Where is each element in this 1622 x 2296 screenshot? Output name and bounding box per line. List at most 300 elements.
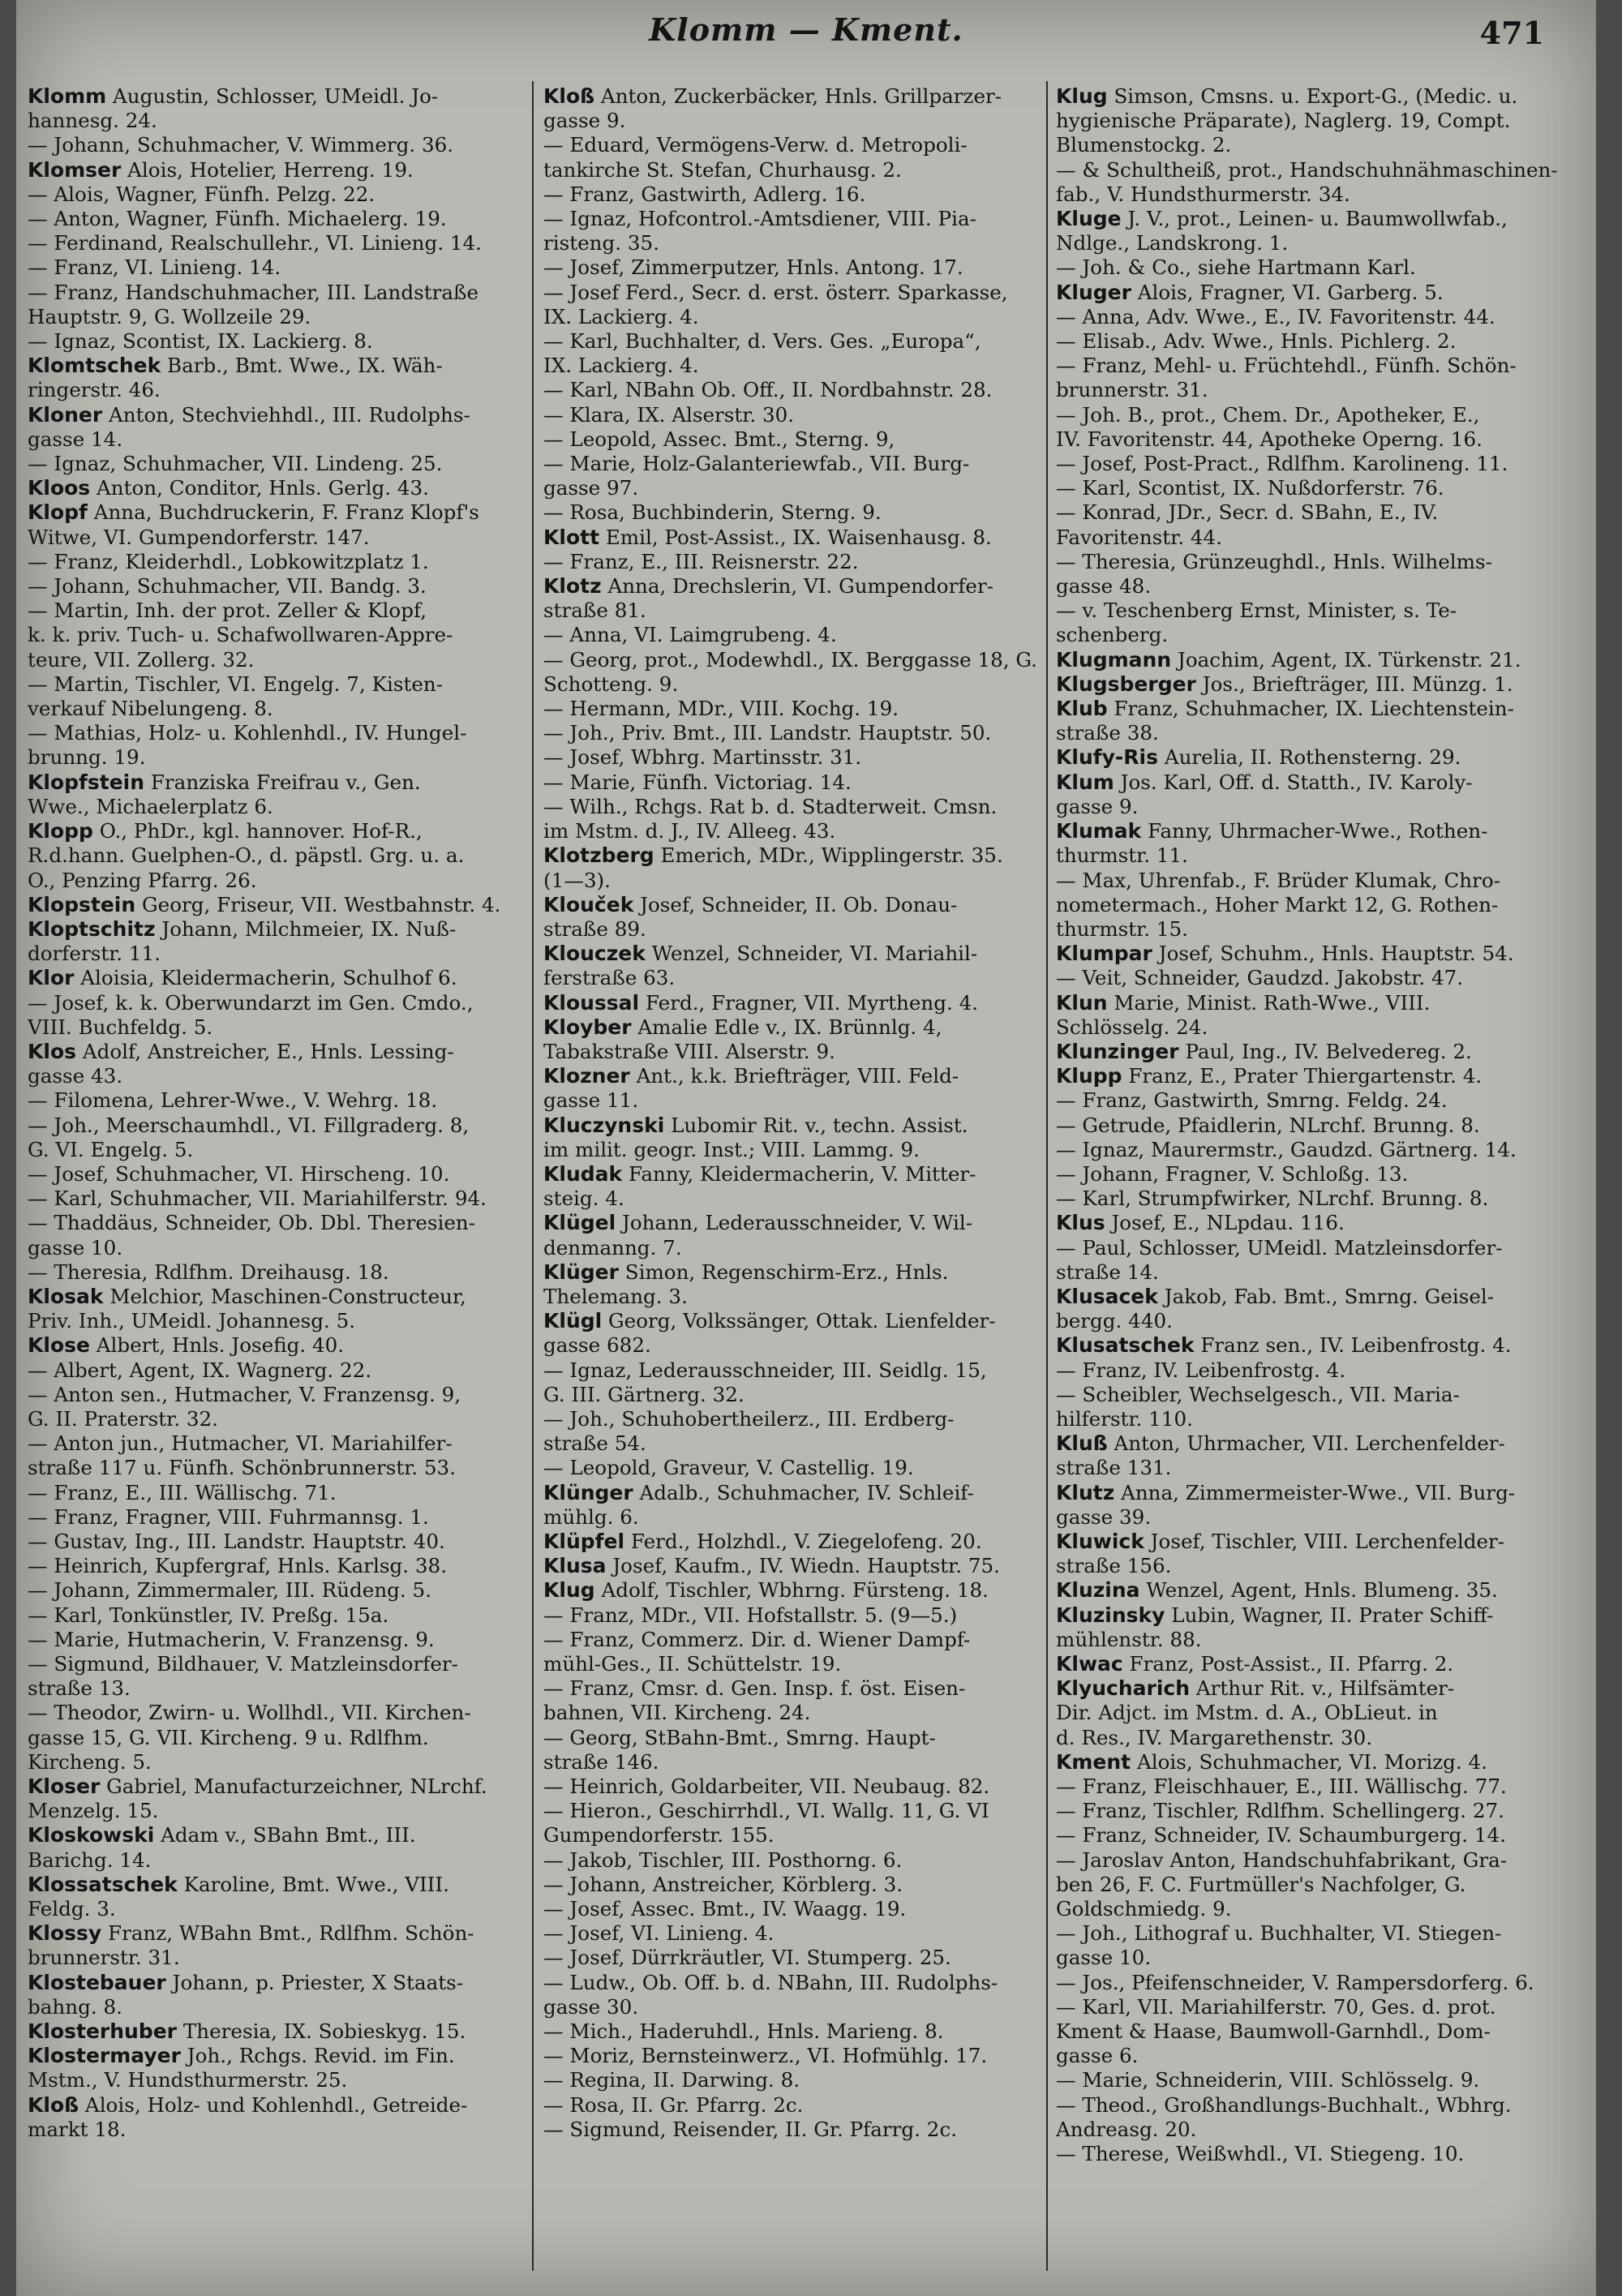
entry-text: mühl-Ges., II. Schüttelstr. 19. (543, 1652, 842, 1676)
entry-surname: Kloussal (543, 990, 640, 1015)
directory-entry (543, 1505, 1040, 1530)
entry-text: Johann, p. Priester, X Staats- (165, 1970, 464, 1994)
directory-entry (543, 526, 1040, 550)
entry-text: Emil, Post-Assist., IX. Waisenhausg. 8. (599, 525, 992, 549)
directory-entry (543, 378, 1040, 402)
directory-entry (543, 795, 1040, 819)
entry-surname: Klügl (543, 1309, 603, 1333)
directory-entry (543, 843, 1040, 868)
entry-text: — Josef, Post-Pract., Rdlfhm. Karolineng. 11. (1056, 452, 1508, 476)
directory-entry (1056, 1236, 1575, 1260)
directory-entry (543, 109, 1040, 133)
directory-entry (543, 745, 1040, 770)
entry-surname: Klos (28, 1039, 76, 1063)
directory-entry (543, 329, 1040, 354)
entry-text: Simon, Regenschirm-Erz., Hnls. (618, 1260, 949, 1284)
directory-entry (1056, 1456, 1575, 1480)
entry-text: Joachim, Agent, IX. Türkenstr. 21. (1171, 647, 1521, 672)
entry-text: — Mathias, Holz- u. Kohlenhdl., IV. Hungel- (28, 721, 467, 745)
directory-entry (1056, 1603, 1575, 1628)
directory-entry (543, 281, 1040, 305)
entry-text: gasse 30. (543, 1994, 639, 2019)
entry-text: — Johann, Anstreicher, Körblerg. 3. (543, 1872, 903, 1896)
directory-entry (28, 1138, 524, 1162)
directory-entry (28, 1285, 524, 1309)
directory-entry (1056, 1578, 1575, 1603)
entry-text: Anna, Zimmermeister-Wwe., VII. Burg- (1114, 1480, 1516, 1504)
entry-surname: Klum (1056, 770, 1114, 794)
directory-entry (28, 770, 524, 795)
entry-text: — Max, Uhrenfab., F. Brüder Klumak, Chro- (1056, 868, 1500, 892)
directory-entry (28, 1358, 524, 1383)
entry-text: — Joh., Priv. Bmt., III. Landstr. Hauptstr. 50. (543, 721, 992, 745)
directory-entry (1056, 329, 1575, 354)
directory-entry (543, 599, 1040, 623)
directory-entry (543, 2118, 1040, 2142)
directory-entry (28, 795, 524, 819)
entry-text: — Sigmund, Bildhauer, V. Matzleinsdorfer- (28, 1652, 458, 1676)
directory-entry (28, 1578, 524, 1603)
directory-entry (1056, 1799, 1575, 1823)
directory-entry (543, 1799, 1040, 1823)
directory-entry (28, 452, 524, 476)
directory-entry (1056, 305, 1575, 329)
directory-entry (28, 942, 524, 966)
directory-entry (28, 1750, 524, 1775)
directory-entry (543, 182, 1040, 207)
directory-entry (28, 500, 524, 525)
entry-text: Anton, Conditor, Hnls. Gerlg. 43. (90, 476, 429, 500)
directory-entry (28, 893, 524, 917)
entry-text: Anna, Drechslerin, VI. Gumpendorfer- (601, 574, 994, 599)
entry-text: — Marie, Schneiderin, VIII. Schlösselg. 9. (1056, 2068, 1480, 2092)
entry-text: — Karl, NBahn Ob. Off., II. Nordbahnstr. 28. (543, 378, 993, 402)
entry-text: — Franz, IV. Leibenfrostg. 4. (1056, 1358, 1346, 1382)
entry-text: Feldg. 3. (28, 1897, 116, 1921)
entry-surname: Klopf (28, 500, 88, 525)
directory-entry (1056, 403, 1575, 427)
entry-surname: Klosak (28, 1284, 104, 1308)
directory-entry (28, 745, 524, 770)
directory-entry (543, 1383, 1040, 1407)
entry-surname: Klossatschek (28, 1872, 178, 1896)
directory-entry (1056, 697, 1575, 721)
entry-text: — Karl, VII. Mariahilferstr. 70, Ges. d. prot. (1056, 1994, 1496, 2019)
entry-text: — Franz, Gastwirth, Adlerg. 16. (543, 182, 866, 206)
directory-entry (543, 1211, 1040, 1235)
directory-entry (28, 1481, 524, 1505)
directory-entry (543, 1676, 1040, 1701)
directory-entry (1056, 255, 1575, 280)
entry-surname: Klumak (1056, 819, 1142, 843)
directory-entry (543, 1138, 1040, 1162)
entry-text: denmanng. 7. (543, 1235, 682, 1260)
entry-text: — Joh., Schuhobertheilerz., III. Erdberg- (543, 1406, 955, 1431)
entry-text: O., PhDr., kgl. hannover. Hof-R., (92, 819, 423, 843)
entry-text: Franz, Post-Assist., II. Pfarrg. 2. (1122, 1652, 1454, 1676)
entry-surname: Klouček (543, 892, 634, 916)
entry-surname: Klyucharich (1056, 1676, 1191, 1701)
entry-text: — Martin, Inh. der prot. Zeller & Klopf, (28, 599, 427, 623)
directory-entry (1056, 1358, 1575, 1383)
entry-text: verkauf Nibelungeng. 8. (28, 697, 273, 721)
directory-entry (28, 305, 524, 329)
directory-entry (1056, 1260, 1575, 1285)
entry-text: — Anna, Adv. Wwe., E., IV. Favoritenstr. 44. (1056, 304, 1495, 328)
directory-entry (28, 1799, 524, 1823)
entry-text: straße 81. (543, 599, 646, 623)
directory-entry (28, 1995, 524, 2019)
directory-entry (28, 1823, 524, 1848)
entry-text: — Jos., Pfeifenschneider, V. Rampersdorferg. 6. (1056, 1970, 1534, 1994)
directory-entry (543, 1603, 1040, 1628)
entry-text: — Joh. & Co., siehe Hartmann Karl. (1056, 255, 1416, 280)
entry-text: Gumpendorferstr. 155. (543, 1823, 775, 1848)
entry-text: Georg, Volkssänger, Ottak. Lienfelder- (602, 1309, 996, 1333)
entry-surname: Klostermayer (28, 2044, 181, 2068)
directory-entry (28, 2044, 524, 2068)
entry-text: Ferd., Fragner, VII. Myrtheng. 4. (639, 990, 979, 1015)
entry-surname: Kludak (543, 1161, 623, 1186)
entry-text: R.d.hann. Guelphen-O., d. päpstl. Grg. u. a. (28, 843, 465, 868)
directory-entry (1056, 1995, 1575, 2019)
directory-entry (28, 574, 524, 599)
entry-text: Jos. Karl, Off. d. Statth., IV. Karoly- (1114, 770, 1473, 794)
entry-text: Fanny, Uhrmacher-Wwe., Rothen- (1141, 819, 1488, 843)
entry-text: Josef, Kaufm., IV. Wiedn. Hauptstr. 75. (606, 1554, 1000, 1578)
entry-text: gasse 9. (543, 109, 626, 133)
entry-text: im milit. geogr. Inst.; VIII. Lammg. 9. (543, 1137, 920, 1161)
entry-text: straße 89. (543, 916, 646, 941)
directory-entry (1056, 1946, 1575, 1970)
directory-entry (1056, 1701, 1575, 1725)
directory-entry (28, 672, 524, 697)
entry-text: Barichg. 14. (28, 1848, 152, 1872)
directory-entry (1056, 1285, 1575, 1309)
entry-text: bergg. 440. (1056, 1309, 1173, 1333)
entry-text: — Anton sen., Hutmacher, V. Franzensg. 9, (28, 1382, 461, 1406)
directory-entry (28, 550, 524, 574)
directory-entry (543, 1260, 1040, 1285)
entry-text: Alois, Hotelier, Herreng. 19. (121, 157, 414, 182)
directory-entry (543, 1775, 1040, 1799)
directory-entry (28, 1652, 524, 1676)
entry-text: — Franz, VI. Linieng. 14. (28, 255, 281, 280)
entry-text: — Eduard, Vermögens-Verw. d. Metropoli- (543, 133, 968, 157)
entry-surname: Klutz (1056, 1480, 1115, 1504)
directory-entry (1056, 1823, 1575, 1848)
entry-text: Blumenstockg. 2. (1056, 133, 1232, 157)
directory-entry (28, 966, 524, 990)
directory-entry (1056, 1383, 1575, 1407)
directory-entry (28, 354, 524, 378)
entry-surname: Klun (1056, 990, 1108, 1015)
directory-entry (543, 1407, 1040, 1431)
entry-surname: Kluczynski (543, 1113, 665, 1137)
directory-entry (543, 1897, 1040, 1921)
directory-entry (28, 1015, 524, 1040)
directory-entry (28, 721, 524, 745)
directory-entry (543, 574, 1040, 599)
directory-entry (543, 1628, 1040, 1652)
directory-entry (543, 1333, 1040, 1358)
entry-text: Marie, Minist. Rath-Wwe., VIII. (1107, 990, 1431, 1015)
entry-surname: Klugmann (1056, 647, 1172, 672)
directory-entry (543, 452, 1040, 476)
entry-surname: Kloskowski (28, 1823, 155, 1848)
entry-text: Josef, E., NLpdau. 116. (1105, 1211, 1345, 1235)
entry-text: — Paul, Schlosser, UMeidl. Matzleinsdorfer- (1056, 1235, 1503, 1260)
directory-entry (28, 1701, 524, 1725)
directory-entry (1056, 1064, 1575, 1088)
directory-entry (28, 158, 524, 182)
directory-entry (1056, 991, 1575, 1015)
entry-text: gasse 15, G. VII. Kircheng. 9 u. Rdlfhm. (28, 1725, 429, 1749)
directory-entry (1056, 1652, 1575, 1676)
directory-entry (543, 133, 1040, 157)
directory-entry (1056, 427, 1575, 452)
directory-page (16, 0, 1596, 2296)
entry-text: risteng. 35. (543, 231, 660, 255)
directory-entry (543, 893, 1040, 917)
directory-entry (543, 672, 1040, 697)
directory-entry (1056, 1921, 1575, 1946)
entry-text: — Joh., Meerschaumhdl., VI. Fillgraderg. 8, (28, 1113, 470, 1137)
entry-text: — Ludw., Ob. Off. b. d. NBahn, III. Rudolphs- (543, 1970, 998, 1994)
directory-entry (1056, 281, 1575, 305)
directory-entry (543, 942, 1040, 966)
entry-text: — Marie, Holz-Galanteriewfab., VII. Burg- (543, 452, 970, 476)
entry-text: — Johann, Schuhmacher, V. Wimmerg. 36. (28, 133, 454, 157)
entry-text: — Marie, Hutmacherin, V. Franzensg. 9. (28, 1627, 435, 1651)
directory-entry (1056, 966, 1575, 990)
entry-text: — Sigmund, Reisender, II. Gr. Pfarrg. 2c. (543, 2117, 958, 2141)
entry-text: fab., V. Hundsthurmerstr. 34. (1056, 182, 1350, 206)
directory-entry (1056, 500, 1575, 525)
entry-surname: Klouczek (543, 942, 646, 966)
entry-text: — Rosa, Buchbinderin, Sterng. 9. (543, 500, 882, 525)
directory-entry (28, 623, 524, 647)
directory-entry (543, 721, 1040, 745)
entry-text: — Regina, II. Darwing. 8. (543, 2068, 800, 2092)
directory-entry (28, 1505, 524, 1530)
directory-entry (28, 1946, 524, 1970)
directory-entry (28, 1236, 524, 1260)
directory-entry (543, 770, 1040, 795)
entry-text: im Mstm. d. J., IV. Alleeg. 43. (543, 819, 836, 843)
directory-entry (1056, 843, 1575, 868)
entry-text: dorferstr. 11. (28, 942, 161, 966)
entry-text: — Franz, Mehl- u. Früchtehdl., Fünfh. Schön- (1056, 354, 1517, 378)
entry-text: gasse 9. (1056, 794, 1139, 818)
entry-text: Wwe., Michaelerplatz 6. (28, 794, 273, 818)
directory-entry (1056, 1897, 1575, 1921)
entry-text: gasse 682. (543, 1333, 651, 1358)
directory-entry (543, 1995, 1040, 2019)
entry-text: Thelemang. 3. (543, 1284, 688, 1308)
directory-entry (543, 305, 1040, 329)
directory-entry (1056, 1726, 1575, 1750)
entry-text: — Hieron., Geschirrhdl., VI. Wallg. 11, G. VI (543, 1799, 989, 1823)
page-number: 471 (1479, 15, 1544, 51)
directory-entry (1056, 795, 1575, 819)
directory-entry (28, 819, 524, 843)
directory-entry (28, 1873, 524, 1897)
entry-surname: Klusacek (1056, 1284, 1158, 1308)
directory-entry (28, 1088, 524, 1113)
entry-text: Dir. Adjct. im Mstm. d. A., ObLieut. in (1056, 1701, 1438, 1725)
entry-text: VIII. Buchfeldg. 5. (28, 1015, 213, 1039)
directory-entry (28, 1431, 524, 1456)
directory-entry (1056, 942, 1575, 966)
entry-text: — Josef, k. k. Oberwundarzt im Gen. Cmdo., (28, 990, 474, 1015)
entry-text: mühlg. 6. (543, 1504, 639, 1529)
entry-text: — Theresia, Grünzeughdl., Hnls. Wilhelms- (1056, 549, 1492, 573)
entry-text: straße 156. (1056, 1554, 1172, 1578)
entry-text: — Thaddäus, Schneider, Ob. Dbl. Theresien- (28, 1211, 476, 1235)
entry-surname: Klug (1056, 84, 1108, 108)
entry-text: — Karl, Tonkünstler, IV. Preßg. 15a. (28, 1603, 389, 1627)
entry-text: IX. Lackierg. 4. (543, 304, 699, 328)
entry-text: — Josef Ferd., Secr. d. erst. österr. Sparkasse, (543, 280, 1008, 304)
entry-text: Adolf, Tischler, Wbhrng. Fürsteng. 18. (594, 1578, 989, 1603)
entry-text: Adolf, Anstreicher, E., Hnls. Lessing- (76, 1039, 454, 1063)
entry-surname: Klwac (1056, 1652, 1123, 1676)
directory-entry (1056, 893, 1575, 917)
directory-entry (28, 1775, 524, 1799)
directory-entry (1056, 1138, 1575, 1162)
entry-text: Franz, E., Prater Thiergartenstr. 4. (1122, 1064, 1483, 1088)
directory-entry (28, 84, 524, 109)
entry-text: Augustin, Schlosser, UMeidl. Jo- (106, 84, 439, 108)
entry-text: Kment & Haase, Baumwoll-Garnhdl., Dom- (1056, 2019, 1491, 2044)
entry-text: d. Res., IV. Margarethenstr. 30. (1056, 1725, 1373, 1749)
entry-text: — Franz, Fragner, VIII. Fuhrmannsg. 1. (28, 1504, 429, 1529)
entry-text: — Klara, IX. Alserstr. 30. (543, 402, 795, 427)
directory-entry (1056, 1848, 1575, 1873)
entry-text: Franz sen., IV. Leibenfrostg. 4. (1194, 1333, 1512, 1358)
entry-text: Paul, Ing., IV. Belvedereg. 2. (1178, 1039, 1472, 1063)
entry-surname: Kluger (1056, 280, 1131, 304)
directory-entry (28, 207, 524, 231)
directory-entry (28, 526, 524, 550)
directory-entry (1056, 1750, 1575, 1775)
directory-entry (543, 476, 1040, 500)
entry-text: — Ignaz, Scontist, IX. Lackierg. 8. (28, 329, 373, 354)
entry-text: k. k. priv. Tuch- u. Schafwollwaren-Appre- (28, 623, 453, 647)
entry-text: Adam v., SBahn Bmt., III. (154, 1823, 416, 1848)
entry-text: — Franz, Tischler, Rdlfhm. Schellingerg. 27. (1056, 1799, 1504, 1823)
entry-text: Emerich, MDr., Wipplingerstr. 35. (654, 843, 1003, 868)
entry-text: Josef, Tischler, VIII. Lerchenfelder- (1144, 1529, 1505, 1553)
column-divider (1046, 81, 1048, 2271)
entry-text: — Josef, Dürrkräutler, VI. Stumperg. 25. (543, 1946, 951, 1970)
directory-entry (543, 207, 1040, 231)
entry-text: Karoline, Bmt. Wwe., VIII. (177, 1872, 449, 1896)
entry-surname: Kloner (28, 402, 103, 427)
directory-entry (1056, 1309, 1575, 1333)
entry-text: Franz, Schuhmacher, IX. Liechtenstein- (1107, 697, 1514, 721)
directory-entry (1056, 2019, 1575, 2044)
entry-text: gasse 48. (1056, 574, 1152, 599)
directory-entry (28, 1921, 524, 1946)
directory-entry (1056, 869, 1575, 893)
directory-entry (543, 427, 1040, 452)
directory-entry (543, 231, 1040, 255)
entry-text: — Johann, Schuhmacher, VII. Bandg. 3. (28, 574, 427, 599)
entry-text: thurmstr. 15. (1056, 916, 1188, 941)
entry-text: — Josef, VI. Linieng. 4. (543, 1921, 775, 1946)
entry-text: Favoritenstr. 44. (1056, 525, 1222, 549)
directory-entry (28, 1897, 524, 1921)
entry-text: — Josef, Schuhmacher, VI. Hirscheng. 10. (28, 1161, 450, 1186)
directory-entry (543, 2093, 1040, 2118)
entry-text: — Filomena, Lehrer-Wwe., V. Wehrg. 18. (28, 1088, 438, 1113)
directory-entry (28, 109, 524, 133)
entry-text: Johann, Lederausschneider, V. Wil- (616, 1211, 972, 1235)
directory-entry (1056, 648, 1575, 672)
entry-text: — Gustav, Ing., III. Landstr. Hauptstr. 40. (28, 1529, 445, 1553)
directory-entry (543, 158, 1040, 182)
column-2 (543, 84, 1040, 2274)
entry-text: — Anton, Wagner, Fünfh. Michaelerg. 19. (28, 207, 447, 231)
directory-entry (543, 917, 1040, 942)
entry-text: Arthur Rit. v., Hilfsämter- (1190, 1676, 1455, 1701)
entry-surname: Kluzina (1056, 1578, 1140, 1603)
directory-entry (28, 1333, 524, 1358)
entry-text: bahnen, VII. Kircheng. 24. (543, 1701, 811, 1725)
entry-text: Jakob, Fab. Bmt., Smrng. Geisel- (1157, 1284, 1495, 1308)
entry-surname: Kluge (1056, 207, 1122, 231)
directory-entry (543, 84, 1040, 109)
directory-entry (543, 1481, 1040, 1505)
directory-entry (543, 2044, 1040, 2068)
entry-text: — Theresia, Rdlfhm. Dreihausg. 18. (28, 1260, 389, 1284)
directory-entry (543, 1921, 1040, 1946)
directory-entry (543, 1162, 1040, 1187)
entry-text: — Anna, VI. Laimgrubeng. 4. (543, 623, 837, 647)
entry-surname: Klossy (28, 1921, 102, 1946)
directory-entry (543, 1456, 1040, 1480)
directory-entry (1056, 207, 1575, 231)
directory-entry (543, 1015, 1040, 1040)
directory-entry (1056, 1628, 1575, 1652)
entry-text: — Therese, Weißwhdl., VI. Stiegeng. 10. (1056, 2142, 1465, 2166)
entry-text: — Franz, Commerz. Dir. d. Wiener Dampf- (543, 1627, 971, 1651)
directory-entry (28, 1187, 524, 1211)
directory-entry (1056, 2142, 1575, 2166)
entry-text: — Karl, Strumpfwirker, NLrchf. Brunng. 8. (1056, 1187, 1489, 1211)
entry-surname: Kloyber (543, 1015, 632, 1039)
entry-text: — Karl, Scontist, IX. Nußdorferstr. 76. (1056, 476, 1444, 500)
directory-entry (28, 1407, 524, 1431)
entry-text: Franziska Freifrau v., Gen. (144, 770, 421, 794)
entry-text: Simson, Cmsns. u. Export-G., (Medic. u. (1107, 84, 1518, 108)
directory-entry (28, 991, 524, 1015)
directory-entry (28, 1848, 524, 1873)
directory-entry (1056, 574, 1575, 599)
directory-entry (28, 1064, 524, 1088)
directory-entry (28, 378, 524, 402)
entry-surname: Klünger (543, 1480, 633, 1504)
entry-text: — Getrude, Pfaidlerin, NLrchf. Brunng. 8. (1056, 1113, 1480, 1137)
entry-text: — Franz, E., III. Wällischg. 71. (28, 1480, 337, 1504)
directory-entry (543, 1309, 1040, 1333)
entry-surname: Klor (28, 966, 75, 990)
entry-text: — Jakob, Tischler, III. Posthorng. 6. (543, 1848, 903, 1872)
entry-surname: Kloß (543, 84, 595, 108)
directory-entry (543, 1701, 1040, 1725)
